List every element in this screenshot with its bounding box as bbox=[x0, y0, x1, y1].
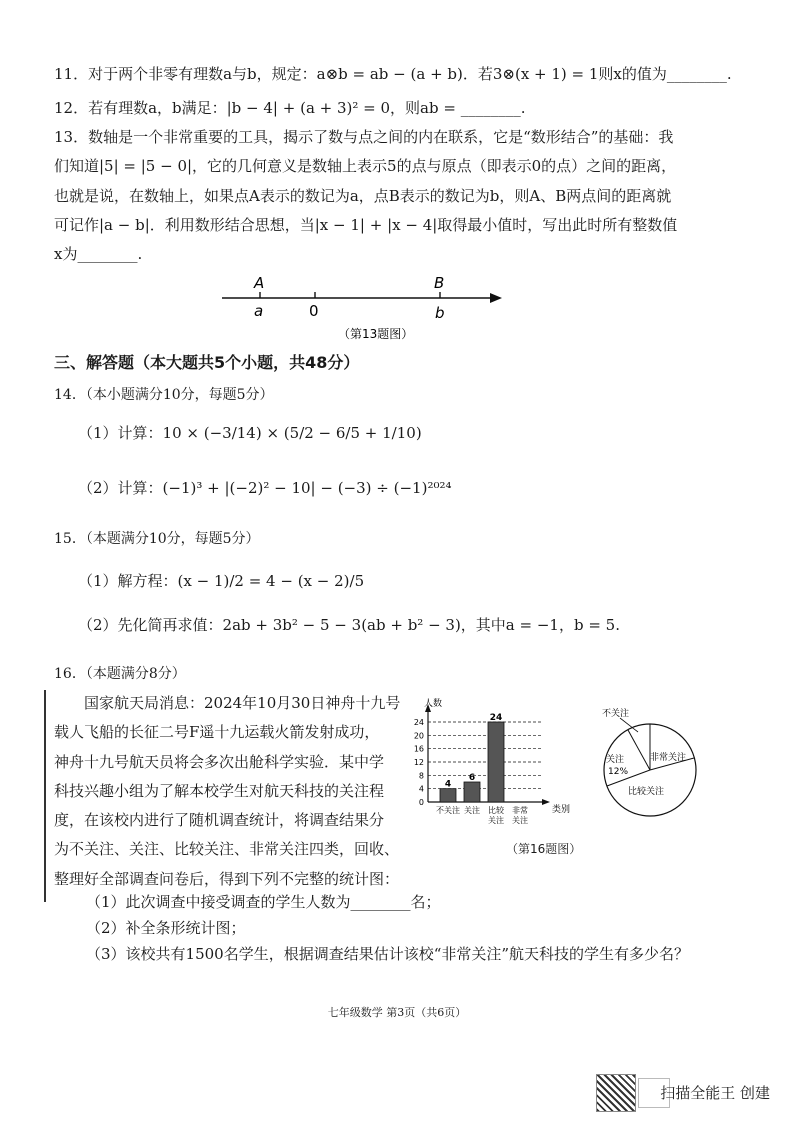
question-16-sub1: （1）此次调查中接受调查的学生人数为________名； bbox=[86, 893, 441, 911]
pie-label-feichang: 非常关注 bbox=[650, 753, 687, 763]
q13-line: 们知道|5| = |5 − 0|，它的几何意义是数轴上表示5的点与原点（即表示0的点）之间的距离， bbox=[54, 157, 677, 176]
question-11: 11．对于两个非零有理数a与b，规定：a⊗b = ab − (a + b)．若3⊗(x + 1) = 1则x的值为________. bbox=[54, 65, 732, 83]
point-a-label: a bbox=[254, 302, 264, 320]
y-tick-label: 0 bbox=[418, 798, 424, 807]
q16-line: 度，在该校内进行了随机调查统计，将调查结果分 bbox=[54, 811, 385, 830]
pie-label-guanzhu: 关注 bbox=[606, 755, 625, 765]
section-3-heading: 三、解答题（本大题共5个小题，共48分） bbox=[54, 353, 360, 372]
y-tick-label: 4 bbox=[418, 784, 424, 794]
bar bbox=[464, 782, 480, 802]
question-14-part2: （2）计算：(−1)³ + |(−2)² − 10| − (−3) ÷ (−1)²⁰²⁴ bbox=[78, 479, 452, 497]
y-tick-label: 20 bbox=[413, 731, 424, 741]
bar-value-label: 24 bbox=[489, 713, 503, 723]
pie-value-guanzhu: 12% bbox=[608, 767, 629, 777]
bar-value-label: 4 bbox=[444, 779, 452, 790]
bar-chart bbox=[406, 698, 596, 836]
x-axis-arrow bbox=[542, 799, 550, 805]
question-13 bbox=[54, 123, 678, 269]
question-15-heading: 15．（本题满分10分，每题5分） bbox=[54, 531, 260, 547]
x-axis-title: 类别 bbox=[552, 805, 571, 815]
y-tick-label: 16 bbox=[413, 744, 424, 754]
question-14-heading: 14．（本小题满分10分，每题5分） bbox=[54, 387, 274, 403]
figure-13-caption: （第13题图） bbox=[338, 327, 414, 341]
page-footer: 七年级数学 第3页（共6页） bbox=[327, 1006, 467, 1019]
y-tick-label: 12 bbox=[413, 758, 424, 767]
q16-line: 整理好全部调查问卷后，得到下列不完整的统计图： bbox=[54, 869, 400, 888]
question-14-part1: （1）计算：10 × (−3/14) × (5/2 − 6/5 + 1/10) bbox=[78, 424, 422, 442]
point-B-label: B bbox=[434, 274, 445, 292]
category-label: 比较 bbox=[488, 806, 504, 815]
question-16-heading: 16．（本题满分8分） bbox=[54, 666, 186, 682]
question-16-text bbox=[54, 689, 414, 894]
pie-chart bbox=[598, 704, 708, 830]
scanner-brand: 扫描全能王 创建 bbox=[660, 1084, 770, 1102]
bar bbox=[440, 789, 456, 802]
q16-line: 科技兴趣小组为了解本校学生对航天科技的关注程 bbox=[54, 781, 385, 800]
question-12: 12．若有理数a，b满足：|b − 4| + (a + 3)² = 0，则ab = ________. bbox=[54, 99, 526, 117]
category-label: 关注 bbox=[464, 806, 480, 815]
q16-line: 神舟十九号航天员将会多次出舱科学实验．某中学 bbox=[54, 752, 385, 771]
q16-line: 载人飞船的长征二号F遥十九运载火箭发射成功， bbox=[54, 723, 380, 742]
point-b-label: b bbox=[435, 304, 445, 322]
bar bbox=[488, 722, 504, 802]
y-tick-label: 24 bbox=[413, 718, 424, 727]
pie-label-bijiao: 比较关注 bbox=[628, 787, 665, 797]
y-axis-title: 人数 bbox=[424, 699, 443, 709]
figure-16-caption: （第16题图） bbox=[506, 842, 582, 856]
category-label: 非常 bbox=[512, 806, 528, 815]
category-label: 关注 bbox=[512, 816, 528, 825]
q16-line: 为不关注、关注、比较关注、非常关注四类，回收、 bbox=[54, 840, 400, 859]
qr-code-icon bbox=[596, 1074, 636, 1112]
y-tick-label: 8 bbox=[418, 771, 424, 781]
question-16-sub3: （3）该校共有1500名学生，根据调查结果估计该校“非常关注”航天科技的学生有多少名？ bbox=[86, 945, 690, 963]
origin-label: 0 bbox=[309, 302, 319, 320]
q16-line: 国家航天局消息：2024年10月30日神舟十九号 bbox=[54, 694, 401, 712]
question-15-part2: （2）先化简再求值：2ab + 3b² − 5 − 3(ab + b² − 3)，其中a = −1，b = 5. bbox=[78, 616, 620, 634]
category-label: 不关注 bbox=[436, 806, 460, 815]
question-15-part1: （1）解方程：(x − 1)/2 = 4 − (x − 2)/5 bbox=[78, 572, 365, 590]
bar-value-label: 6 bbox=[468, 773, 476, 783]
q13-line: 可记作|a − b|．利用数形结合思想，当|x − 1| + |x − 4|取得最小值时，写出此时所有整数值 bbox=[54, 215, 678, 234]
question-16-sub2: （2）补全条形统计图； bbox=[86, 919, 246, 937]
pie-label-bu-guanzhu: 不关注 bbox=[602, 709, 630, 719]
category-label: 关注 bbox=[488, 816, 504, 825]
point-A-label: A bbox=[254, 274, 265, 292]
q13-line: x为________. bbox=[54, 245, 143, 264]
margin-bar bbox=[44, 690, 46, 902]
q13-line: 13．数轴是一个非常重要的工具，揭示了数与点之间的内在联系，它是“数形结合”的基础：我 bbox=[54, 128, 674, 146]
q13-line: 也就是说，在数轴上，如果点A表示的数记为a，点B表示的数记为b，则A、B两点间的距离就 bbox=[54, 186, 672, 205]
number-line-figure bbox=[210, 272, 520, 344]
